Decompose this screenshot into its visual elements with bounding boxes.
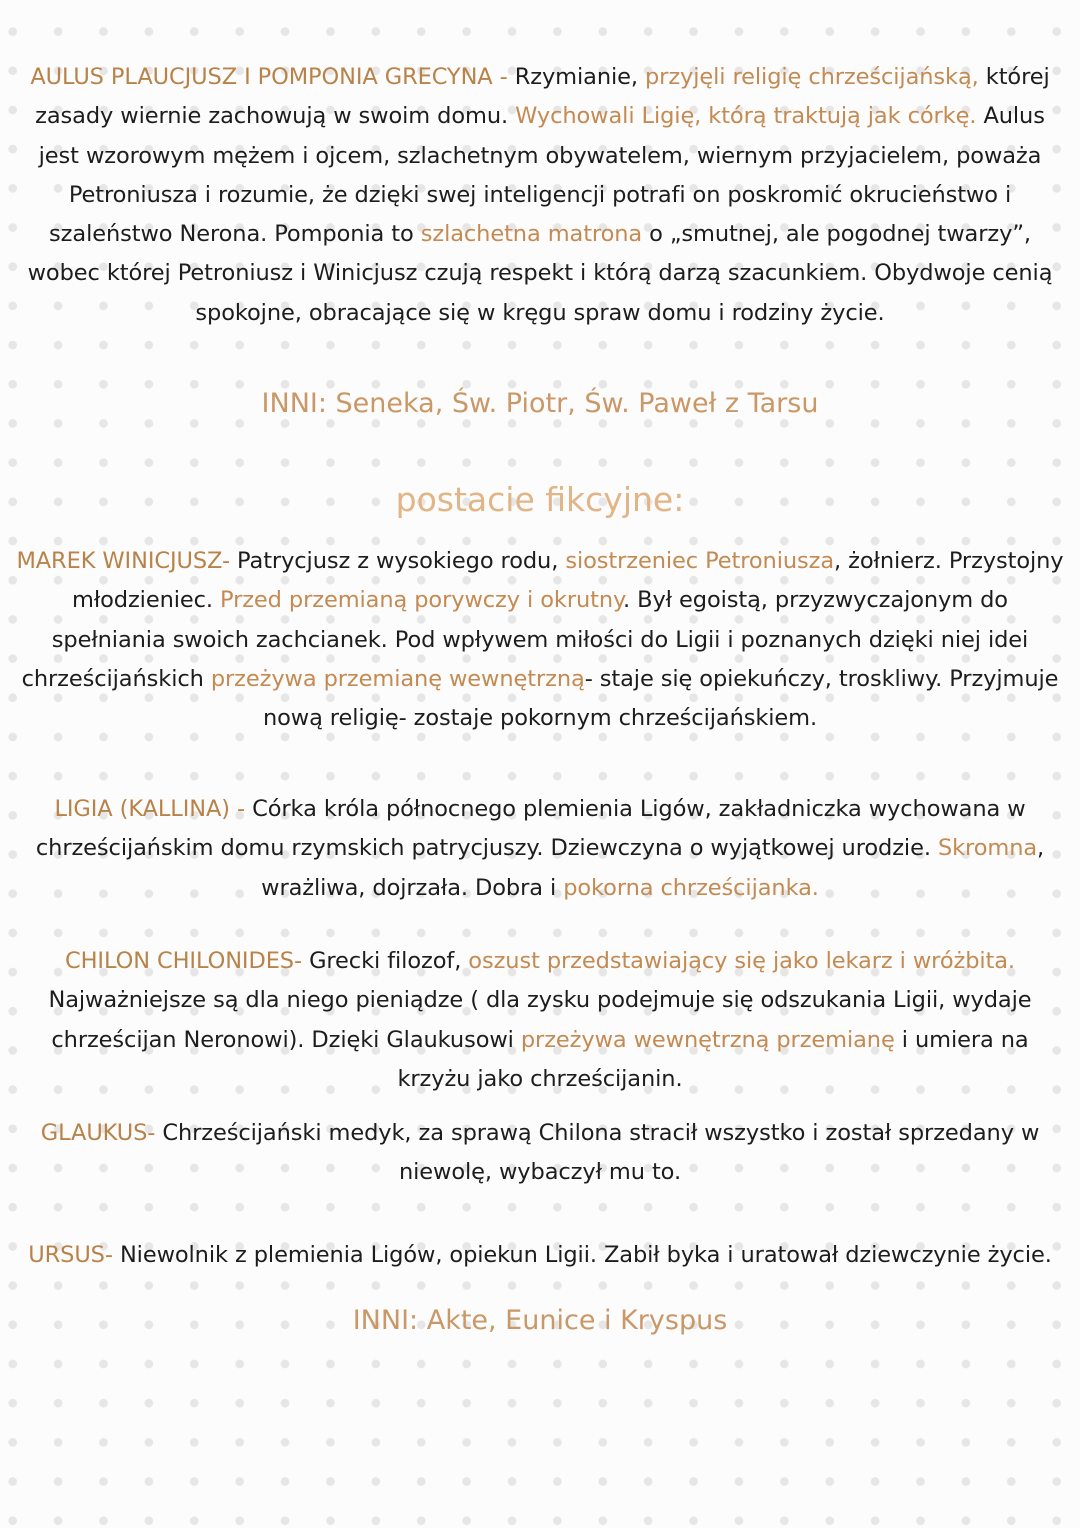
chilon-label: CHILON CHILONIDES- [65,948,303,974]
aulus-pomponia-label: AULUS PLAUCJUSZ I POMPONIA GRECYNA - [30,64,508,90]
inni-historical-heading: INNI: Seneka, Św. Piotr, Św. Paweł z Tarsu [261,388,819,419]
chilon-text-3: i umiera na krzyżu jako chrześcijanin. [397,1026,1029,1092]
ligia-text-1: Córka króla północnego plemienia Ligów, zakładniczka wychowana w chrześcijańskim domu rzymskich patrycjuszy. Dziewczyna o wyjątkowej urodzie. [35,796,1026,862]
aulus-text-4: o „smutnej, ale pogodnej twarzy”, wobec której Petroniusz i Winicjusz czują respekt i którą darzą szacunkiem. Obydwoje cenią spokojne, obracające się w kręgu spraw domu i rodziny życie. [27,221,1053,326]
chilon-highlight-2: przeżywa wewnętrzną przemianę [520,1026,895,1053]
glaukus-label: GLAUKUS- [40,1120,156,1146]
chilon-text-1: Grecki filozof, [302,948,469,974]
aulus-text-2: której zasady wiernie zachowują w swoim domu. [35,64,1050,130]
aulus-text-1: Rzymianie, [507,64,645,90]
ursus-paragraph [14,1236,1066,1275]
ursus-label: URSUS- [28,1242,113,1268]
ligia-highlight-2: pokorna chrześcijanka. [563,874,819,901]
aulus-highlight-3: szlachetna matrona [420,221,643,248]
winicjusz-text-2: , żołnierz. Przystojny młodzieniec. [72,548,1064,614]
chilon-highlight-1: oszust przedstawiający się jako lekarz i wróżbita. [468,948,1015,974]
ligia-label: LIGIA (KALLINA) - [54,796,246,822]
chilon-paragraph [14,942,1066,1099]
winicjusz-text-4: - staje się opiekuńczy, troskliwy. Przyjmuje nową religię- zostaje pokornym chrześcijańskiem. [262,665,1059,732]
winicjusz-paragraph [14,542,1066,738]
winicjusz-text-3: . Był egoistą, przyzwyczajonym do spełniania swoich zachcianek. Pod wpływem miłości do Ligii i poznanych dzięki niej idei chrześcijańskich [21,587,1029,692]
ligia-highlight-1: Skromna [937,835,1038,862]
glaukus-paragraph [14,1114,1066,1193]
winicjusz-highlight-2: Przed przemianą porywczy i okrutny [220,587,624,614]
inni-fictional-heading: INNI: Akte, Eunice i Kryspus [352,1305,728,1336]
winicjusz-label: MAREK WINICJUSZ- [16,548,230,574]
ursus-text-1: Niewolnik z plemienia Ligów, opiekun Ligii. Zabił byka i uratował dziewczynie życie. [112,1242,1052,1268]
aulus-text-3: Aulus jest wzorowym mężem i ojcem, szlachetnym obywatelem, wiernym przyjacielem, poważa Petroniusza i rozumie, że dzięki swej inteligencji potrafi on poskromić okrucieństwo i szaleństwo Nerona. Pomponia to [38,103,1045,248]
glaukus-text-1: Chrześcijański medyk, za sprawą Chilona stracił wszystko i został sprzedany w niewolę, wybaczył mu to. [155,1120,1040,1186]
ligia-paragraph [14,790,1066,908]
ligia-text-2: , wrażliwa, dojrzała. Dobra i [261,835,1045,901]
aulus-highlight-2: Wychowali Ligię, którą traktują jak córkę. [515,103,977,130]
winicjusz-highlight-1: siostrzeniec Petroniusza [565,548,835,574]
aulus-highlight-1: przyjęli religię chrześcijańską, [645,64,979,90]
aulus-pomponia-paragraph [14,58,1066,333]
fictional-characters-heading: postacie fikcyjne: [395,480,685,519]
winicjusz-highlight-3: przeżywa przemianę wewnętrzną [210,665,585,692]
chilon-text-2: Najważniejsze są dla niego pieniądze ( dla zysku podejmuje się odszukania Ligii, wydaje chrześcijan Neronowi). Dzięki Glaukusowi [48,987,1032,1053]
winicjusz-text-1: Patrycjusz z wysokiego rodu, [230,548,566,574]
